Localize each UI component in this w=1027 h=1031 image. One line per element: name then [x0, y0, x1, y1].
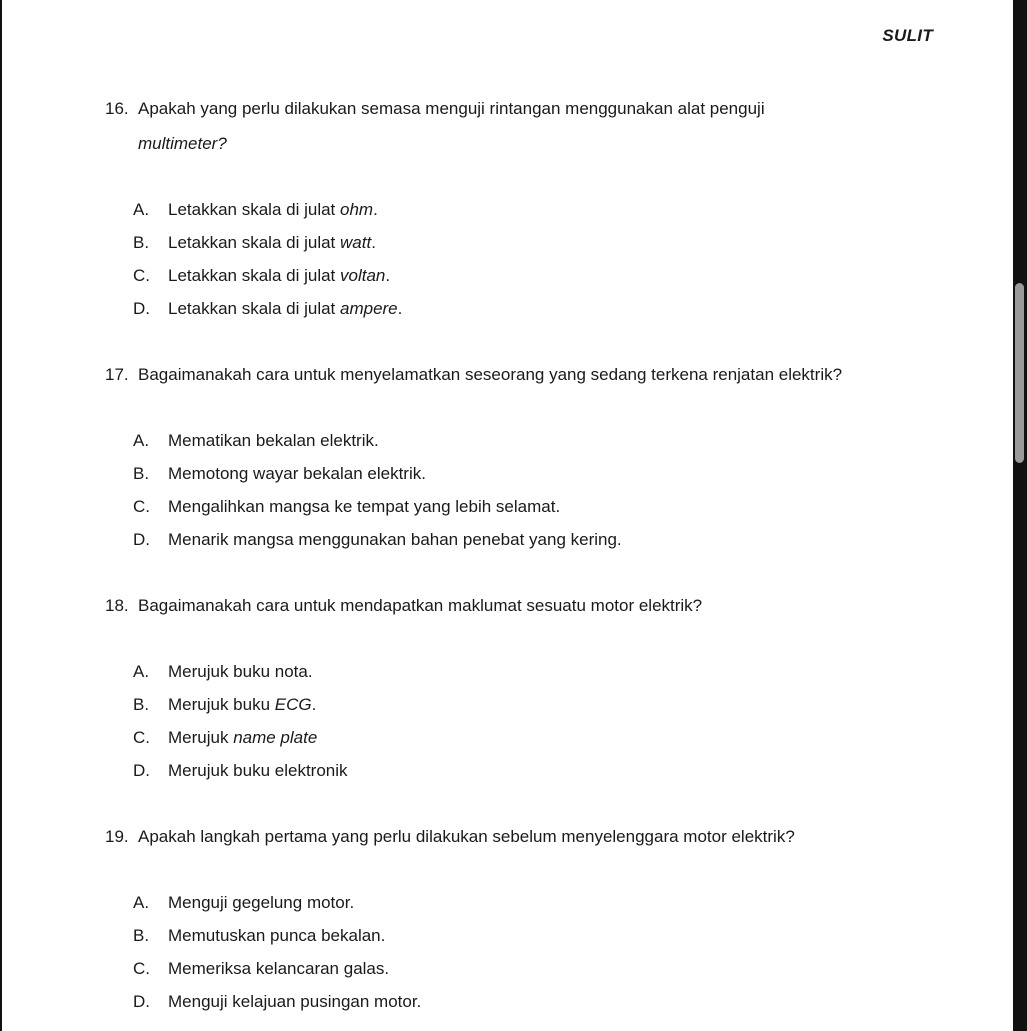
text-segment: .	[371, 233, 376, 252]
text-segment: Memutuskan punca bekalan.	[168, 926, 386, 945]
question-text	[138, 588, 917, 623]
text-segment: Mematikan bekalan elektrik.	[168, 431, 379, 450]
option-row	[133, 985, 917, 1018]
option-row	[133, 193, 917, 226]
text-segment: Letakkan skala di julat	[168, 266, 340, 285]
option-letter: B.	[133, 695, 150, 714]
page-header	[0, 0, 1027, 46]
option-text	[168, 292, 917, 325]
option-row	[133, 424, 917, 457]
option-text	[168, 721, 917, 754]
option-text	[168, 490, 917, 523]
options-list	[133, 193, 917, 325]
text-segment: Memeriksa kelancaran galas.	[168, 959, 390, 978]
question-16	[105, 91, 917, 325]
italic-text-segment: name plate	[233, 728, 318, 747]
option-text	[168, 919, 917, 952]
option-letter: C.	[133, 266, 150, 285]
option-letter: A.	[133, 662, 150, 681]
option-row	[133, 721, 917, 754]
text-segment: Apakah langkah pertama yang perlu dilakukan sebelum menyelenggara motor elektrik?	[138, 827, 795, 846]
question-17	[105, 357, 917, 556]
option-row	[133, 226, 917, 259]
option-letter: C.	[133, 497, 150, 516]
option-row	[133, 688, 917, 721]
option-row	[133, 919, 917, 952]
text-segment: Merujuk	[168, 728, 234, 747]
option-text	[168, 952, 917, 985]
options-list	[133, 655, 917, 787]
text-segment: Menarik mangsa menggunakan bahan penebat yang kering.	[168, 530, 622, 549]
italic-text-segment: ECG	[274, 695, 312, 714]
text-segment: .	[397, 299, 403, 318]
italic-text-segment: ohm	[340, 200, 374, 219]
italic-text-segment: multimeter?	[138, 134, 227, 153]
scrollbar-thumb[interactable]	[1015, 283, 1024, 463]
text-segment: Merujuk buku nota.	[168, 662, 313, 681]
question-row	[105, 588, 917, 623]
question-number: 17.	[105, 365, 129, 384]
option-letter: A.	[133, 431, 150, 450]
text-segment: Memotong wayar bekalan elektrik.	[168, 464, 426, 483]
question-number: 19.	[105, 827, 129, 846]
option-letter: C.	[133, 728, 150, 747]
text-segment: .	[385, 266, 391, 285]
option-row	[133, 259, 917, 292]
text-segment: Merujuk buku elektronik	[168, 761, 348, 780]
question-19	[105, 819, 917, 1018]
option-text	[168, 226, 917, 259]
option-row	[133, 457, 917, 490]
question-number: 18.	[105, 596, 129, 615]
option-text	[168, 655, 917, 688]
italic-text-segment: ampere	[340, 299, 398, 318]
text-segment: Menguji kelajuan pusingan motor.	[168, 992, 422, 1011]
option-letter: B.	[133, 464, 150, 483]
question-text	[138, 91, 917, 161]
scrollbar-track[interactable]	[1013, 0, 1027, 1031]
italic-text-segment: voltan	[340, 266, 386, 285]
option-row	[133, 886, 917, 919]
option-letter: D.	[133, 530, 150, 549]
option-letter: A.	[133, 200, 150, 219]
option-text	[168, 523, 917, 556]
text-segment: .	[311, 695, 317, 714]
question-text	[138, 357, 917, 392]
italic-text-segment: watt	[340, 233, 372, 252]
text-segment: Bagaimanakah cara untuk menyelamatkan seseorang yang sedang terkena renjatan elektrik?	[138, 365, 843, 384]
options-list	[133, 886, 917, 1018]
text-segment: Letakkan skala di julat	[168, 233, 340, 252]
questions-container	[0, 46, 1027, 1018]
option-text	[168, 424, 917, 457]
option-row	[133, 523, 917, 556]
text-segment: Mengalihkan mangsa ke tempat yang lebih selamat.	[168, 497, 561, 516]
text-segment: .	[373, 200, 378, 219]
question-number: 16.	[105, 99, 129, 118]
option-letter: B.	[133, 233, 150, 252]
question-18	[105, 588, 917, 787]
question-text	[138, 819, 917, 854]
option-letter: A.	[133, 893, 150, 912]
option-text	[168, 688, 917, 721]
option-letter: D.	[133, 299, 150, 318]
option-row	[133, 952, 917, 985]
left-edge-bar	[0, 0, 2, 1031]
option-text	[168, 457, 917, 490]
question-row	[105, 357, 917, 392]
text-segment: Letakkan skala di julat	[168, 200, 340, 219]
option-letter: B.	[133, 926, 150, 945]
option-row	[133, 292, 917, 325]
option-text	[168, 754, 917, 787]
sulit-label: SULIT	[882, 26, 933, 45]
option-text	[168, 886, 917, 919]
text-segment: Merujuk buku	[168, 695, 275, 714]
option-letter: D.	[133, 992, 150, 1011]
options-list	[133, 424, 917, 556]
question-row	[105, 819, 917, 854]
option-row	[133, 754, 917, 787]
option-text	[168, 259, 917, 292]
text-segment: Apakah yang perlu dilakukan semasa menguji rintangan menggunakan alat penguji	[138, 99, 765, 118]
text-segment: Letakkan skala di julat	[168, 299, 340, 318]
option-text	[168, 985, 917, 1018]
question-row	[105, 91, 917, 161]
option-letter: D.	[133, 761, 150, 780]
text-segment: Menguji gegelung motor.	[168, 893, 355, 912]
option-row	[133, 490, 917, 523]
option-row	[133, 655, 917, 688]
option-letter: C.	[133, 959, 150, 978]
text-segment: Bagaimanakah cara untuk mendapatkan maklumat sesuatu motor elektrik?	[138, 596, 703, 615]
option-text	[168, 193, 917, 226]
